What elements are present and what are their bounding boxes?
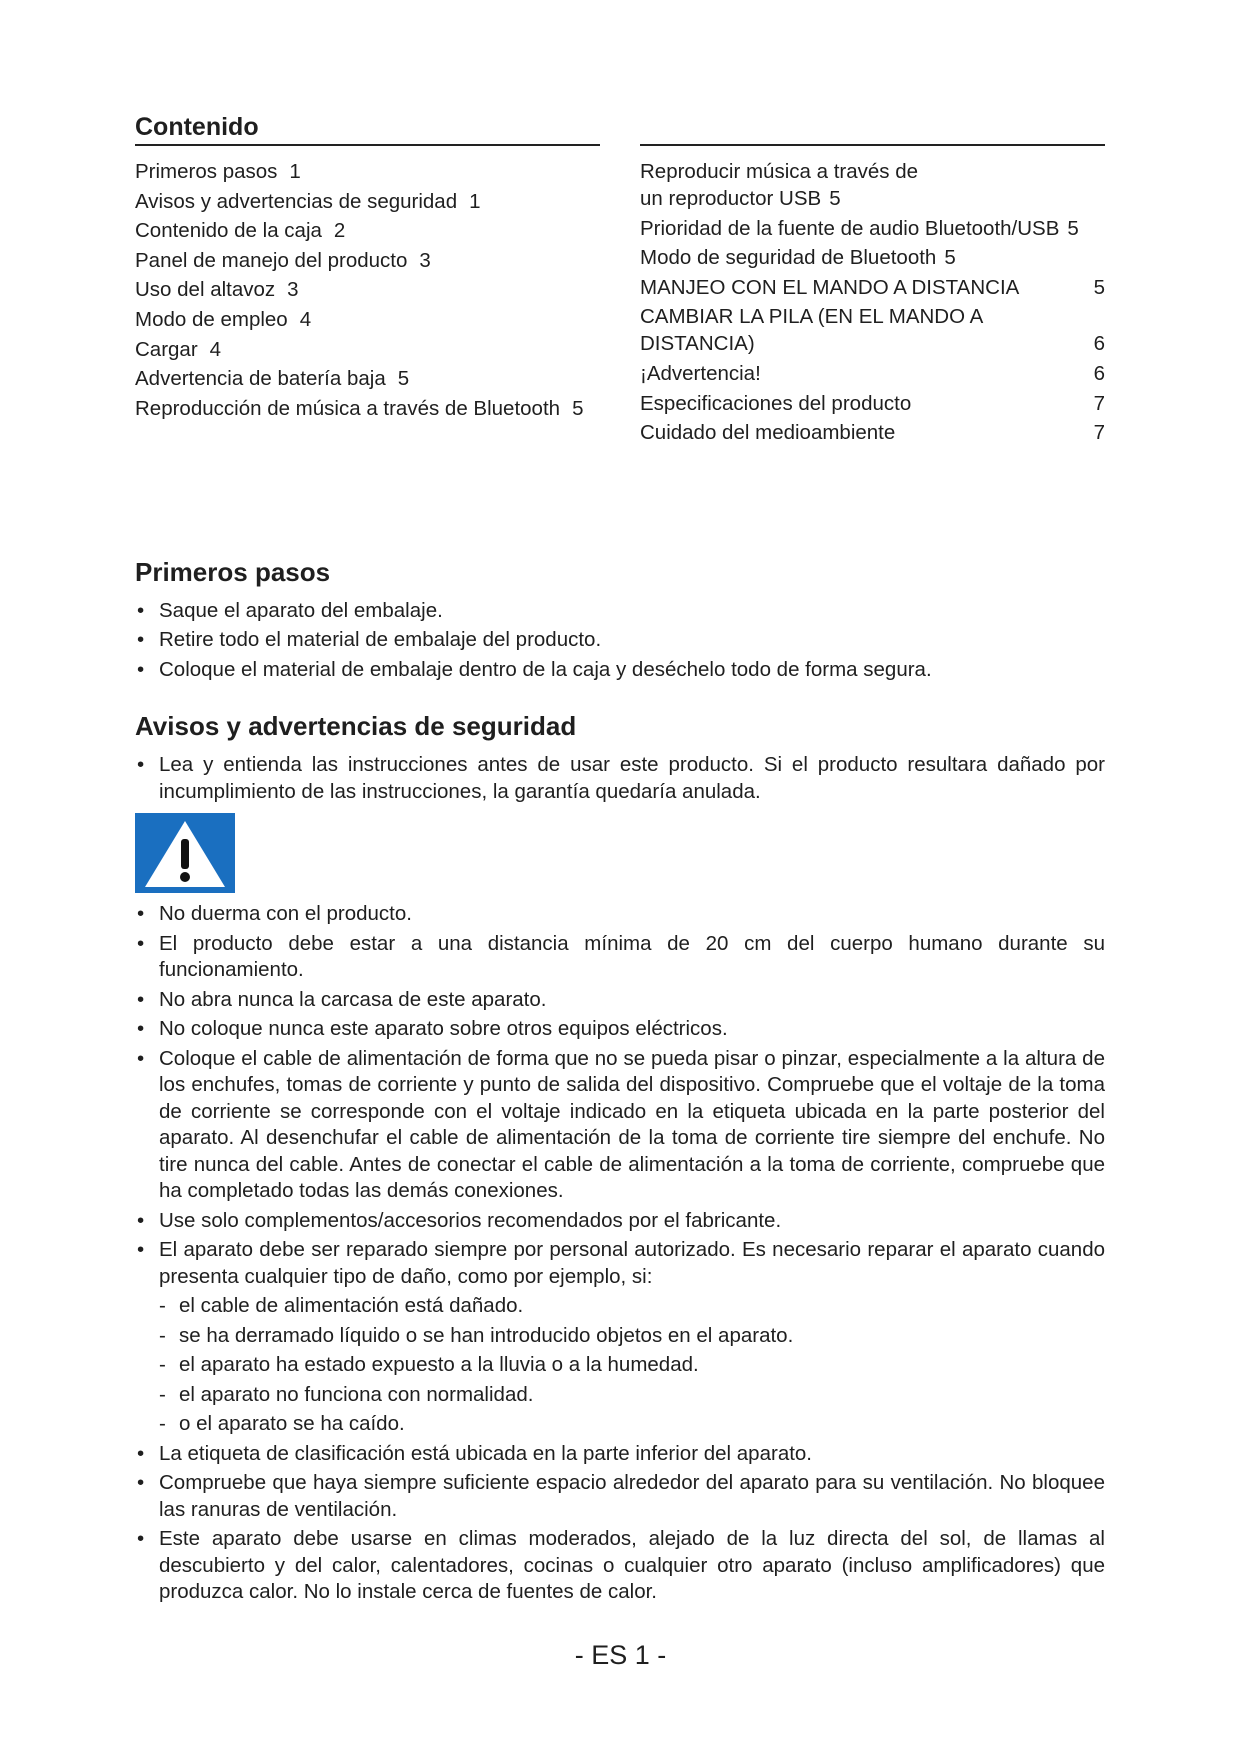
toc-rule [640, 110, 1105, 146]
sub-list-item: - el aparato no funciona con normalidad. [135, 1382, 1105, 1409]
toc-entry[interactable]: MANJEO CON EL MANDO A DISTANCIA 5 [640, 275, 1105, 299]
sub-list-item: - se ha derramado líquido o se han introducido objetos en el aparato. [135, 1323, 1105, 1350]
document-page [135, 110, 1105, 1609]
list-item: • Retire todo el material de embalaje del producto. [135, 627, 1105, 654]
section-title: Primeros pasos [135, 556, 331, 587]
list-item: • No coloque nunca este aparato sobre otros equipos eléctricos. [135, 1016, 1105, 1043]
toc-right-list [640, 158, 1105, 446]
toc-title: Contenido [135, 110, 600, 146]
list-item: • No abra nunca la carcasa de este aparato. [135, 987, 1105, 1014]
list-item: • Saque el aparato del embalaje. [135, 598, 1105, 625]
bullet-list [135, 901, 1105, 1606]
toc-entry[interactable]: Uso del altavoz 3 [135, 278, 299, 302]
toc-entry[interactable]: Panel de manejo del producto 3 [135, 248, 431, 272]
toc-entry[interactable]: Modo de empleo 4 [135, 307, 312, 331]
list-item: • Lea y entienda las instrucciones antes de usar este producto. Si el producto resultara dañado por incumplimiento de las instrucciones, la garantía quedaría anulada. [135, 752, 1105, 805]
section-primeros-pasos [135, 557, 1105, 684]
list-item: • Coloque el cable de alimentación de forma que no se pueda pisar o pinzar, especialmente a la altura de los enchufes, tomas de corriente y punto de salida del dispositivo. Compruebe que el voltaje de la toma de corriente se corresponde con el voltaje indicado en la etiqueta ubicada en la parte posterior del aparato. Al desenchufar el cable de alimentación de la toma de corriente tire siempre del enchufe. No tire nunca del cable. Antes de conectar el cable de alimentación a la toma de corriente, compruebe que ha completado todas las demás conexiones. [135, 1046, 1105, 1205]
list-item: • Compruebe que haya siempre suficiente espacio alrededor del aparato para su ventilación. No bloquee las ranuras de ventilación. [135, 1470, 1105, 1523]
toc-entry[interactable]: Primeros pasos 1 [135, 160, 301, 183]
list-item: • El aparato debe ser reparado siempre por personal autorizado. Es necesario reparar el aparato cuando presenta cualquier tipo de daño, como por ejemplo, si: [135, 1237, 1105, 1290]
toc-entry[interactable]: Contenido de la caja 2 [135, 219, 346, 243]
toc-entry[interactable]: Especificaciones del producto 7 [640, 391, 1105, 415]
toc-entry[interactable]: Cargar 4 [135, 337, 222, 361]
list-item: • Use solo complementos/accesorios recomendados por el fabricante. [135, 1208, 1105, 1235]
toc-right-column [640, 110, 1105, 449]
list-item: • No duerma con el producto. [135, 901, 1105, 928]
list-item: • El producto debe estar a una distancia mínima de 20 cm del cuerpo humano durante su funcionamiento. [135, 931, 1105, 984]
sub-list-item: - el aparato ha estado expuesto a la lluvia o a la humedad. [135, 1352, 1105, 1379]
toc-entry[interactable]: Advertencia de batería baja 5 [135, 367, 410, 391]
toc-entry[interactable]: Prioridad de la fuente de audio Bluetooth/USB 5 [640, 216, 1079, 240]
toc-left-list [135, 158, 600, 422]
page-number: - ES 1 - [574, 1640, 667, 1670]
toc-entry[interactable]: Cuidado del medioambiente 7 [640, 421, 1105, 445]
section-avisos-seguridad [135, 711, 1105, 1606]
list-item: • La etiqueta de clasificación está ubicada en la parte inferior del aparato. [135, 1441, 1105, 1468]
sub-list-item: - o el aparato se ha caído. [135, 1411, 1105, 1438]
toc-entry[interactable]: Reproducir música a través de un reproductor USB 5 [640, 160, 919, 210]
toc-entry[interactable]: CAMBIAR LA PILA (EN EL MANDO A DISTANCIA) 6 [640, 305, 1105, 356]
list-item: • Coloque el material de embalaje dentro de la caja y deséchelo todo de forma segura. [135, 657, 1105, 684]
toc-left-column [135, 110, 600, 449]
table-of-contents [135, 110, 1105, 449]
list-item: • Este aparato debe usarse en climas moderados, alejado de la luz directa del sol, de llamas al descubierto y del calor, calentadores, cocinas o cualquier otro aparato (incluso amplificadores) que produzca calor. No lo instale cerca de fuentes de calor. [135, 1526, 1105, 1606]
bullet-list [135, 598, 1105, 684]
toc-entry[interactable]: Modo de seguridad de Bluetooth 5 [640, 246, 956, 270]
toc-entry[interactable]: Avisos y advertencias de seguridad 1 [135, 189, 481, 213]
toc-entry[interactable]: Reproducción de música a través de Bluetooth 5 [135, 396, 584, 420]
sub-list-item: - el cable de alimentación está dañado. [135, 1293, 1105, 1320]
section-title: Avisos y advertencias de seguridad [135, 711, 577, 742]
bullet-list [135, 752, 1105, 805]
toc-entry[interactable]: ¡Advertencia! 6 [640, 361, 1105, 385]
warning-triangle-icon [135, 813, 235, 893]
